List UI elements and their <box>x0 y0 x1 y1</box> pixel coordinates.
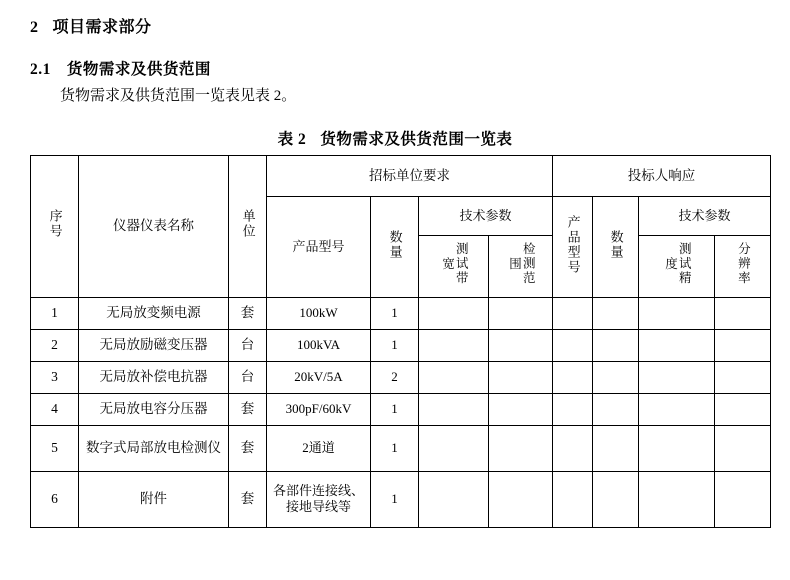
subsection-number: 2.1 <box>30 61 51 78</box>
cell-bid-product-model <box>553 425 593 471</box>
header-tender-requirements: 招标单位要求 <box>267 156 553 197</box>
cell-instrument-name: 附件 <box>79 471 229 527</box>
table-row <box>31 329 771 361</box>
cell-unit: 台 <box>229 361 267 393</box>
cell-test-bandwidth <box>419 471 489 527</box>
cell-quantity: 2 <box>371 361 419 393</box>
cell-bid-product-model <box>553 471 593 527</box>
table-caption-text: 货物需求及供货范围一览表 <box>320 131 513 148</box>
cell-product-model: 20kV/5A <box>267 361 371 393</box>
cell-test-accuracy <box>639 297 715 329</box>
cell-resolution <box>715 297 771 329</box>
cell-product-model: 100kVA <box>267 329 371 361</box>
table-row <box>31 471 771 527</box>
table-row <box>31 393 771 425</box>
cell-seq: 5 <box>31 425 79 471</box>
header-unit: 单位 <box>229 156 267 298</box>
header-instrument-name: 仪器仪表名称 <box>79 156 229 298</box>
cell-quantity: 1 <box>371 425 419 471</box>
cell-bid-product-model <box>553 393 593 425</box>
cell-unit: 台 <box>229 329 267 361</box>
cell-bid-product-model <box>553 329 593 361</box>
section-heading-1 <box>30 14 152 37</box>
cell-seq: 1 <box>31 297 79 329</box>
cell-bid-quantity <box>593 471 639 527</box>
cell-resolution <box>715 329 771 361</box>
header-test-accuracy: 测试精度 <box>639 236 715 298</box>
cell-seq: 4 <box>31 393 79 425</box>
header-seq: 序号 <box>31 156 79 298</box>
cell-unit: 套 <box>229 471 267 527</box>
cell-bid-product-model <box>553 361 593 393</box>
cell-seq: 2 <box>31 329 79 361</box>
cell-unit: 套 <box>229 393 267 425</box>
cell-resolution <box>715 393 771 425</box>
cell-bid-quantity <box>593 297 639 329</box>
cell-resolution <box>715 361 771 393</box>
cell-test-bandwidth <box>419 393 489 425</box>
cell-instrument-name: 无局放补偿电抗器 <box>79 361 229 393</box>
cell-resolution <box>715 425 771 471</box>
cell-quantity: 1 <box>371 297 419 329</box>
cell-bid-quantity <box>593 425 639 471</box>
cell-test-accuracy <box>639 471 715 527</box>
cell-test-accuracy <box>639 361 715 393</box>
header-quantity: 数量 <box>371 197 419 298</box>
cell-instrument-name: 无局放电容分压器 <box>79 393 229 425</box>
cell-seq: 3 <box>31 361 79 393</box>
cell-resolution <box>715 471 771 527</box>
cell-test-bandwidth <box>419 361 489 393</box>
cell-test-bandwidth <box>419 297 489 329</box>
cell-detection-range <box>489 393 553 425</box>
header-bid-product-model: 产品型号 <box>553 197 593 298</box>
cell-test-accuracy <box>639 329 715 361</box>
cell-seq: 6 <box>31 471 79 527</box>
cell-test-bandwidth <box>419 425 489 471</box>
table-row <box>31 297 771 329</box>
cell-detection-range <box>489 471 553 527</box>
header-test-bandwidth: 测试带宽 <box>419 236 489 298</box>
section-title: 项目需求部分 <box>52 19 152 36</box>
cell-product-model: 2通道 <box>267 425 371 471</box>
cell-quantity: 1 <box>371 393 419 425</box>
header-resolution: 分辨率 <box>715 236 771 298</box>
header-detection-range: 检测范围 <box>489 236 553 298</box>
cell-instrument-name: 无局放变频电源 <box>79 297 229 329</box>
table-caption-label: 表 2 <box>277 131 307 148</box>
header-product-model: 产品型号 <box>267 197 371 298</box>
cell-detection-range <box>489 297 553 329</box>
cell-product-model: 300pF/60kV <box>267 393 371 425</box>
cell-instrument-name: 数字式局部放电检测仪 <box>79 425 229 471</box>
table-caption <box>0 127 790 149</box>
cell-bid-quantity <box>593 329 639 361</box>
header-bidder-response: 投标人响应 <box>553 156 771 197</box>
cell-instrument-name: 无局放励磁变压器 <box>79 329 229 361</box>
cell-bid-quantity <box>593 361 639 393</box>
subsection-title: 货物需求及供货范围 <box>66 61 211 78</box>
section-number: 2 <box>30 19 39 36</box>
header-technical-parameters-bid: 技术参数 <box>639 197 771 236</box>
body-paragraph: 货物需求及供货范围一览表见表 2。 <box>60 88 297 104</box>
cell-unit: 套 <box>229 425 267 471</box>
cell-product-model: 各部件连接线、接地导线等 <box>267 471 371 527</box>
cell-product-model: 100kW <box>267 297 371 329</box>
cell-test-accuracy <box>639 425 715 471</box>
cell-unit: 套 <box>229 297 267 329</box>
cell-detection-range <box>489 425 553 471</box>
header-bid-quantity: 数量 <box>593 197 639 298</box>
cell-bid-product-model <box>553 297 593 329</box>
cell-test-accuracy <box>639 393 715 425</box>
section-heading-2 <box>30 57 211 79</box>
cell-bid-quantity <box>593 393 639 425</box>
table-row <box>31 425 771 471</box>
header-technical-parameters-tender: 技术参数 <box>419 197 553 236</box>
table-header-row-1 <box>31 156 771 197</box>
table-row <box>31 361 771 393</box>
cell-detection-range <box>489 329 553 361</box>
requirements-table <box>30 155 771 528</box>
cell-quantity: 1 <box>371 471 419 527</box>
cell-detection-range <box>489 361 553 393</box>
cell-test-bandwidth <box>419 329 489 361</box>
cell-quantity: 1 <box>371 329 419 361</box>
